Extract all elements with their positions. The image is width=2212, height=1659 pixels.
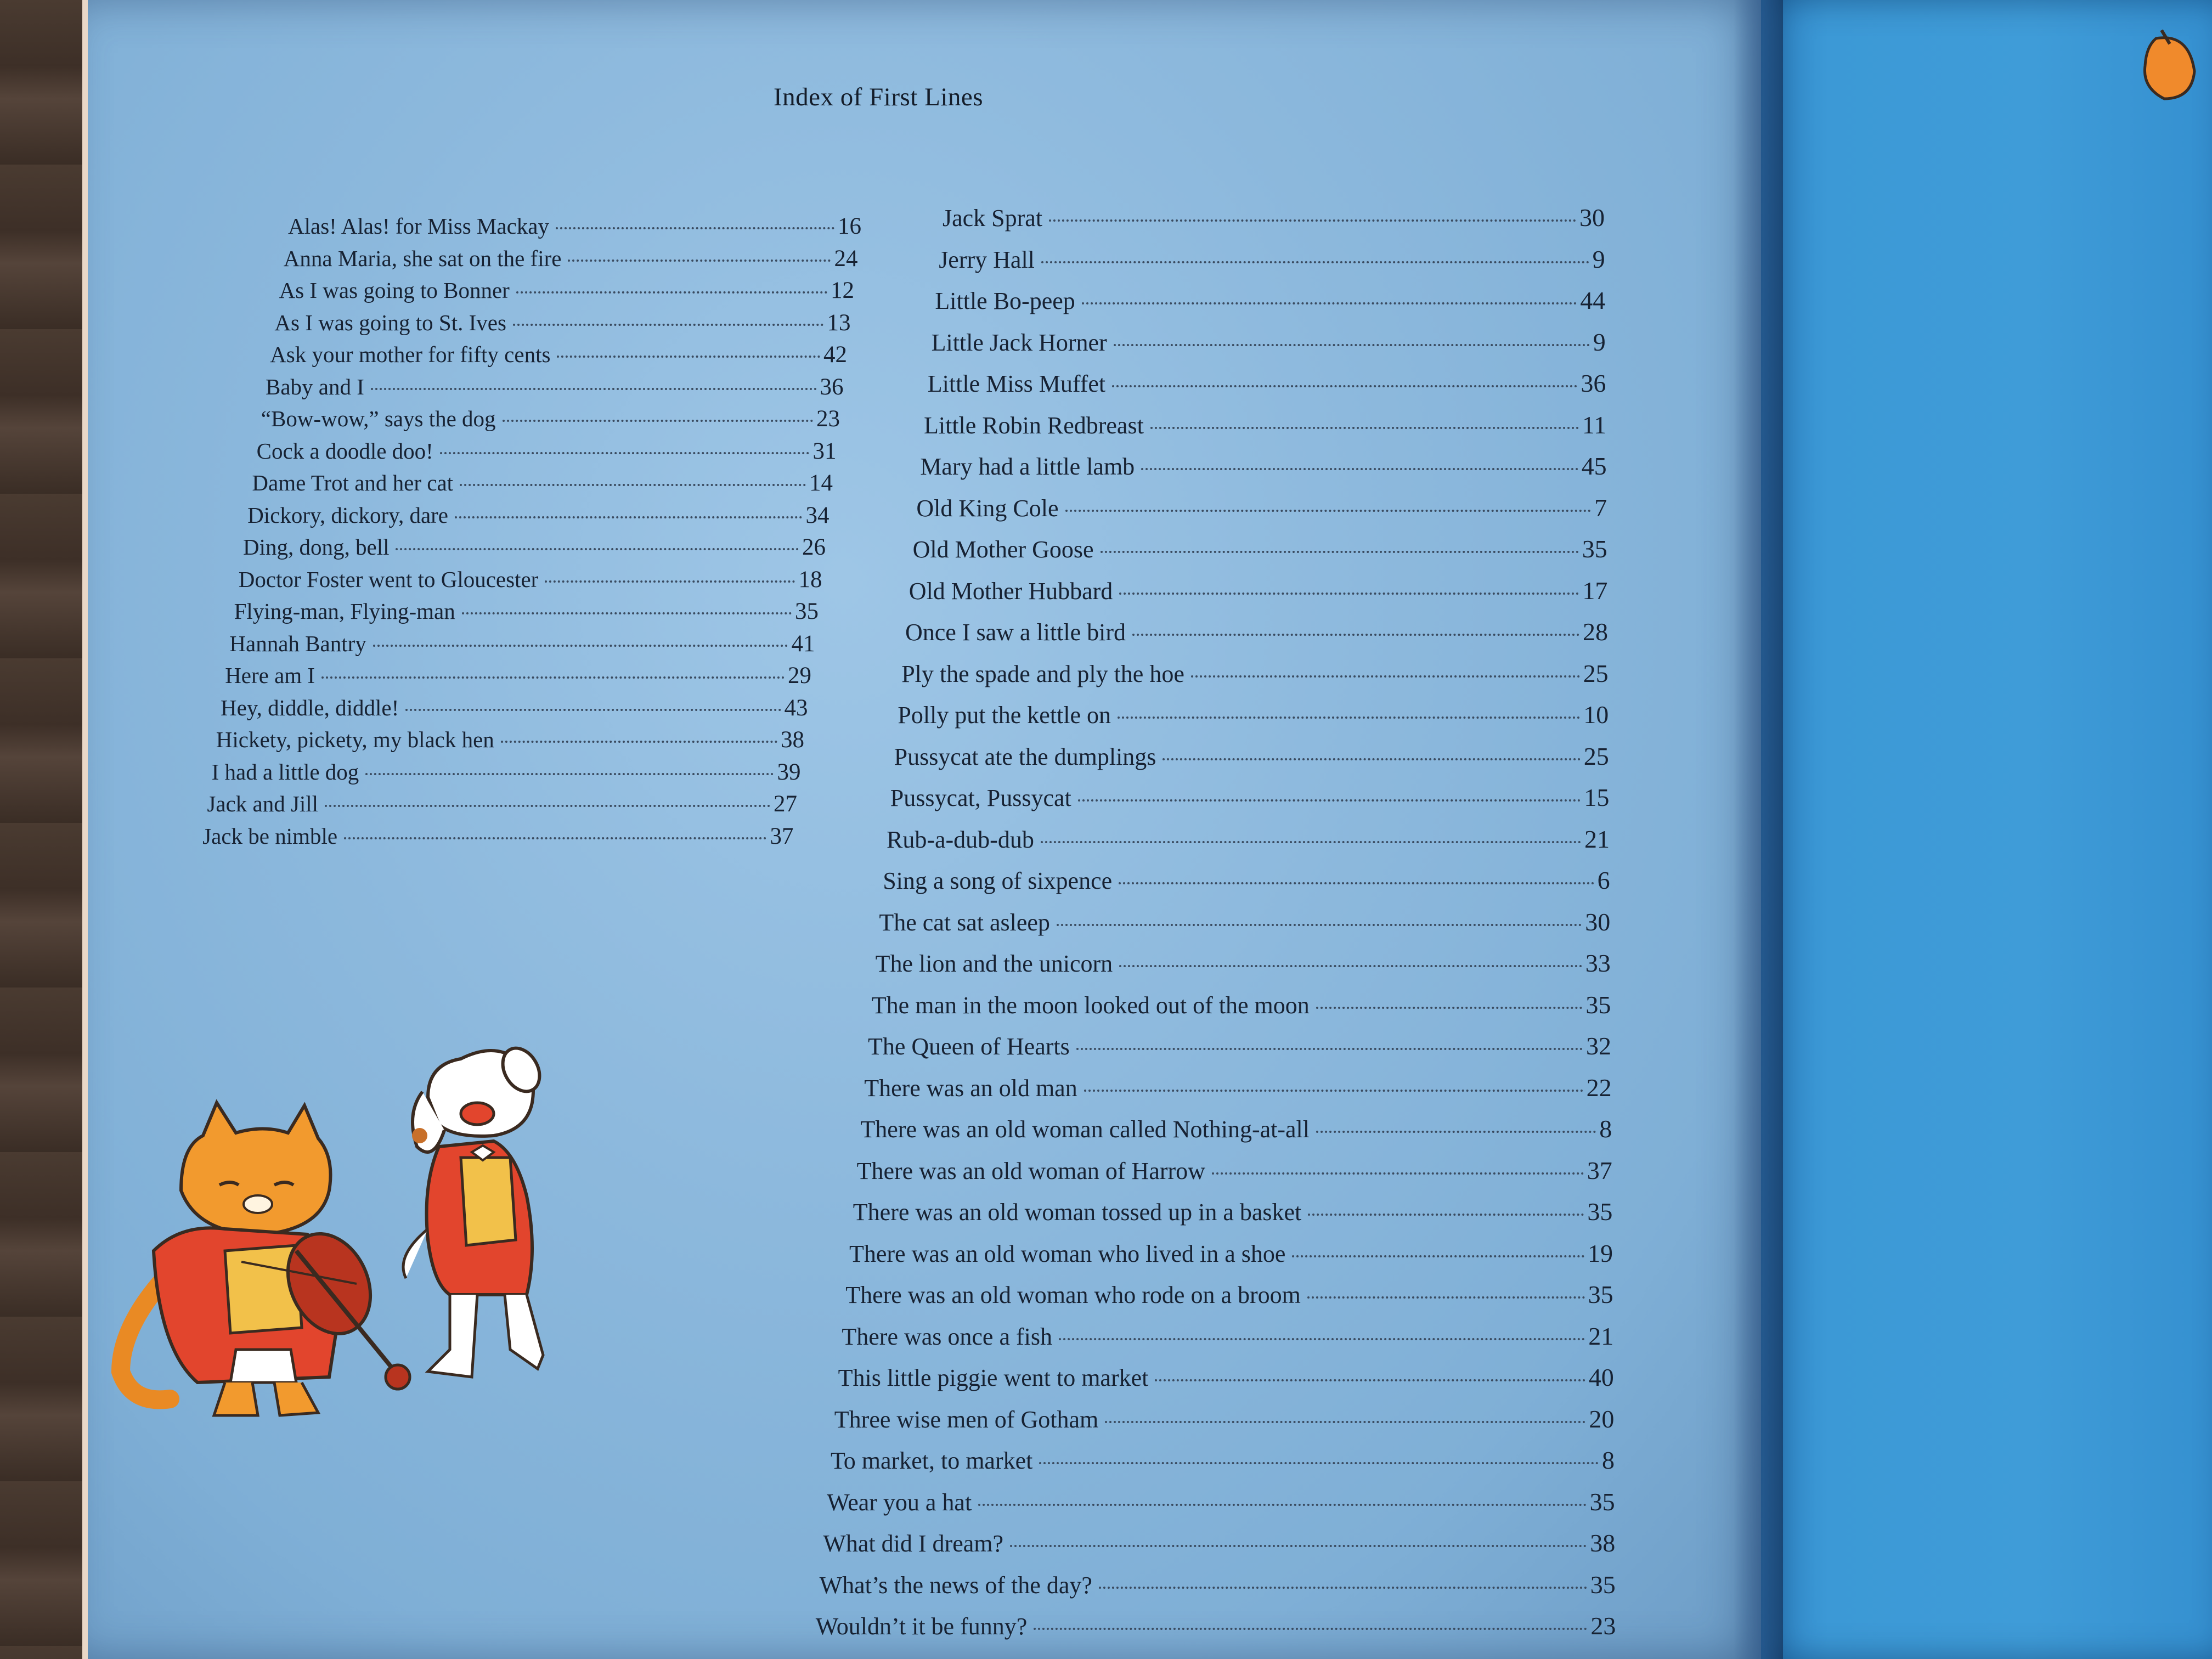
entry-title: Doctor Foster went to Gloucester (238, 566, 539, 592)
index-entry (898, 700, 1609, 729)
entry-page-number: 24 (834, 245, 858, 272)
index-entry (229, 630, 815, 657)
dot-leader (1057, 924, 1582, 926)
dot-leader (1010, 1545, 1587, 1547)
dot-leader (1155, 1379, 1585, 1381)
entry-title: Cock a doodle doo! (256, 438, 433, 464)
entry-title: What’s the news of the day? (819, 1571, 1092, 1599)
entry-title: Little Robin Redbreast (924, 411, 1144, 439)
entry-title: Ask your mother for fifty cents (270, 342, 551, 367)
index-entry (221, 695, 808, 721)
index-entry (845, 1280, 1613, 1309)
entry-title: Jack be nimble (202, 823, 338, 849)
index-entry (876, 949, 1611, 978)
index-entry (909, 576, 1608, 605)
entry-page-number: 35 (1589, 1487, 1615, 1516)
entry-title: Sing a song of sixpence (883, 867, 1113, 894)
index-entry (943, 203, 1605, 232)
entry-title: I had a little dog (211, 759, 359, 785)
index-entry (905, 617, 1608, 646)
entry-page-number: 10 (1583, 701, 1609, 729)
index-entry (212, 759, 801, 786)
dot-leader (344, 837, 766, 839)
entry-page-number: 31 (812, 438, 837, 464)
index-entry (261, 405, 840, 432)
index-entry (920, 452, 1606, 481)
entry-title: To market, to market (831, 1447, 1033, 1474)
dot-leader (462, 612, 792, 614)
cat-and-dog-illustration (99, 1020, 592, 1437)
index-entry (860, 1114, 1612, 1143)
entry-page-number: 28 (1583, 618, 1608, 646)
entry-page-number: 41 (791, 630, 815, 657)
entry-page-number: 25 (1583, 659, 1609, 687)
entry-page-number: 14 (809, 470, 833, 496)
entry-page-number: 8 (1602, 1446, 1615, 1474)
dot-leader (1082, 302, 1577, 304)
dot-leader (440, 452, 810, 454)
index-entry (234, 598, 819, 625)
index-entry (883, 866, 1610, 895)
entry-page-number: 25 (1583, 742, 1609, 770)
dot-leader (396, 548, 799, 550)
index-entry (924, 410, 1606, 439)
dot-leader (365, 773, 774, 775)
entry-page-number: 39 (777, 759, 801, 785)
dot-leader (1308, 1214, 1584, 1216)
index-entry (216, 726, 804, 753)
entry-title: Old Mother Hubbard (909, 577, 1113, 605)
entry-title: Baby and I (266, 374, 364, 399)
entry-title: Pussycat, Pussycat (890, 785, 1071, 811)
entry-title: There was once a fish (842, 1323, 1052, 1350)
dot-leader (1119, 882, 1594, 884)
dot-leader (1114, 344, 1590, 346)
entry-page-number: 17 (1582, 576, 1608, 605)
index-entry (901, 659, 1608, 688)
index-entry (916, 493, 1607, 522)
entry-title: Polly put the kettle on (898, 702, 1111, 729)
dot-leader (556, 227, 834, 229)
entry-title: Hickety, pickety, my black hen (216, 727, 494, 752)
index-entry (890, 783, 1610, 812)
dot-leader (501, 741, 777, 743)
index-entry (849, 1239, 1613, 1268)
dot-leader (1316, 1131, 1596, 1133)
entry-title: Once I saw a little bird (905, 619, 1126, 646)
dot-leader (1141, 468, 1578, 470)
dot-leader (1041, 841, 1581, 843)
dot-leader (1099, 1587, 1587, 1589)
index-entry (887, 825, 1610, 854)
entry-page-number: 35 (1582, 535, 1607, 563)
index-entry (207, 791, 797, 817)
entry-page-number: 6 (1597, 866, 1610, 894)
dot-leader (1078, 799, 1581, 802)
entry-title: Ding, dong, bell (243, 534, 390, 560)
entry-title: There was an old woman who rode on a broom (845, 1282, 1301, 1308)
index-entry (935, 286, 1605, 315)
entry-title: Mary had a little lamb (920, 453, 1135, 480)
dot-leader (1191, 675, 1580, 678)
entry-page-number: 32 (1586, 1032, 1611, 1060)
index-entry (284, 245, 858, 272)
dot-leader (1041, 261, 1589, 263)
entry-page-number: 22 (1586, 1073, 1612, 1102)
dot-leader (503, 420, 813, 422)
index-entry (939, 245, 1605, 274)
entry-page-number: 34 (805, 502, 830, 528)
entry-page-number: 35 (794, 599, 819, 624)
dot-leader (1119, 592, 1579, 595)
dot-leader (978, 1504, 1586, 1506)
entry-title: Jack and Jill (207, 791, 319, 816)
entry-page-number: 13 (827, 309, 851, 336)
entry-title: Three wise men of Gotham (834, 1406, 1099, 1433)
index-entry (838, 1363, 1614, 1392)
entry-title: Little Miss Muffet (927, 370, 1106, 397)
entry-page-number: 37 (1587, 1156, 1612, 1184)
entry-page-number: 35 (1590, 1570, 1616, 1599)
dot-leader (455, 516, 802, 518)
entry-title: Wear you a hat (827, 1488, 972, 1516)
entry-page-number: 42 (823, 342, 847, 368)
entry-page-number: 35 (1587, 1198, 1613, 1226)
dot-leader (1163, 758, 1580, 760)
index-entry (868, 1031, 1611, 1060)
entry-title: The Queen of Hearts (868, 1033, 1070, 1060)
index-entry (274, 309, 850, 336)
dot-leader (568, 259, 831, 262)
entry-title: “Bow-wow,” says the dog (261, 406, 496, 431)
entry-page-number: 33 (1585, 949, 1611, 977)
entry-title: This little piggie went to market (838, 1364, 1149, 1391)
index-entry (872, 990, 1611, 1019)
index-entry (827, 1487, 1615, 1516)
dot-leader (1084, 1090, 1583, 1092)
entry-title: There was an old woman called Nothing-at-all (860, 1116, 1310, 1143)
dot-leader (1101, 551, 1579, 553)
entry-page-number: 9 (1593, 328, 1606, 356)
index-entry (823, 1528, 1615, 1558)
dot-leader (1059, 1338, 1585, 1340)
entry-page-number: 40 (1588, 1363, 1614, 1391)
index-entry (243, 534, 826, 561)
entry-page-number: 27 (773, 791, 797, 817)
dot-leader (1034, 1628, 1587, 1630)
index-entry (279, 277, 854, 304)
index-entry (252, 470, 833, 496)
entry-title: What did I dream? (823, 1530, 1004, 1557)
book-gutter (1734, 0, 1783, 1659)
entry-title: Rub-a-dub-dub (887, 826, 1034, 853)
entry-page-number: 23 (816, 406, 840, 432)
dot-leader (1307, 1296, 1585, 1299)
book-cover-right (1761, 0, 2212, 1659)
index-entry (225, 662, 811, 689)
entry-page-number: 38 (780, 727, 804, 753)
index-entry (894, 742, 1609, 771)
entry-page-number: 44 (1580, 286, 1606, 314)
dot-leader (1212, 1172, 1584, 1175)
dot-leader (1316, 1007, 1583, 1009)
entry-title: There was an old woman of Harrow (856, 1157, 1205, 1184)
dot-leader (371, 388, 817, 390)
index-entry (257, 438, 837, 465)
entry-page-number: 8 (1599, 1115, 1612, 1143)
entry-title: Little Jack Horner (931, 329, 1107, 356)
leaf-icon (2140, 22, 2200, 104)
entry-title: Here am I (225, 663, 315, 688)
entry-page-number: 7 (1594, 493, 1607, 522)
index-entry (842, 1322, 1613, 1351)
dot-leader (1112, 385, 1577, 387)
dog-singer-icon (403, 1042, 547, 1377)
dot-leader (405, 709, 781, 711)
index-entry (928, 369, 1606, 398)
entry-title: Old King Cole (916, 494, 1059, 522)
entry-title: The cat sat asleep (879, 909, 1050, 936)
dot-leader (545, 580, 795, 583)
cat-violinist-icon (121, 1103, 410, 1415)
index-entry (288, 213, 861, 240)
entry-page-number: 12 (830, 278, 854, 303)
dot-leader (1105, 1421, 1585, 1423)
dot-leader (1118, 716, 1580, 719)
index-entry (831, 1446, 1615, 1475)
index-entry (913, 534, 1607, 563)
index-entry (270, 341, 847, 368)
index-entry (853, 1197, 1613, 1226)
entry-title: Jerry Hall (939, 246, 1035, 273)
entry-page-number: 23 (1590, 1612, 1616, 1640)
index-title: Index of First Lines (774, 83, 984, 111)
entry-page-number: 11 (1582, 410, 1606, 439)
entry-title: Flying-man, Flying-man (234, 599, 455, 624)
dot-leader (325, 805, 770, 807)
entry-page-number: 19 (1588, 1239, 1613, 1267)
dot-leader (1150, 427, 1579, 429)
index-entry (266, 374, 844, 400)
entry-page-number: 16 (838, 213, 861, 239)
entry-page-number: 26 (802, 534, 826, 560)
entry-title: Pussycat ate the dumplings (894, 743, 1156, 770)
index-entry (247, 502, 829, 529)
entry-title: Wouldn’t it be funny? (815, 1613, 1028, 1640)
entry-page-number: 38 (1590, 1529, 1616, 1557)
dot-leader (1049, 219, 1576, 222)
entry-page-number: 9 (1592, 245, 1605, 273)
entry-title: Alas! Alas! for Miss Mackay (288, 213, 549, 239)
entry-title: There was an old woman tossed up in a basket (853, 1199, 1302, 1226)
entry-title: Little Bo-peep (935, 287, 1075, 314)
entry-page-number: 36 (820, 374, 844, 400)
entry-page-number: 15 (1584, 783, 1610, 811)
index-entry (932, 328, 1606, 357)
dot-leader (1076, 1048, 1583, 1050)
entry-title: Anna Maria, she sat on the fire (283, 245, 562, 271)
entry-page-number: 29 (787, 663, 811, 689)
dot-leader (1132, 634, 1579, 636)
entry-page-number: 45 (1581, 452, 1607, 480)
dot-leader (513, 324, 824, 326)
dot-leader (321, 676, 785, 679)
entry-page-number: 30 (1585, 907, 1611, 936)
index-entry (820, 1570, 1616, 1599)
entry-title: Ply the spade and ply the hoe (901, 660, 1184, 687)
index-entry (816, 1611, 1616, 1640)
entry-title: There was an old woman who lived in a shoe (849, 1240, 1286, 1267)
entry-title: There was an old man (864, 1074, 1077, 1102)
index-entry (864, 1073, 1611, 1102)
dot-leader (460, 484, 806, 486)
entry-title: Dame Trot and her cat (252, 470, 454, 495)
index-entry (834, 1404, 1615, 1434)
dot-leader (1119, 965, 1582, 967)
entry-title: Dickory, dickory, dare (247, 502, 449, 528)
entry-title: Jack Sprat (943, 205, 1043, 232)
index-entry (202, 823, 793, 850)
dot-leader (1292, 1255, 1584, 1257)
dot-leader (1065, 510, 1592, 512)
entry-page-number: 43 (784, 695, 808, 721)
entry-page-number: 37 (770, 823, 794, 849)
entry-title: The man in the moon looked out of the moon (871, 991, 1310, 1019)
index-entry (879, 907, 1610, 936)
entry-title: Hannah Bantry (229, 630, 366, 656)
dot-leader (373, 645, 788, 647)
entry-page-number: 18 (798, 566, 822, 592)
entry-page-number: 36 (1581, 369, 1606, 397)
entry-title: Old Mother Goose (912, 536, 1094, 563)
entry-page-number: 35 (1585, 990, 1611, 1019)
dot-leader (557, 356, 820, 358)
index-entry (857, 1156, 1612, 1185)
entry-title: Hey, diddle, diddle! (221, 695, 399, 720)
entry-title: The lion and the unicorn (875, 950, 1113, 977)
entry-page-number: 21 (1588, 1322, 1614, 1350)
index-entry (239, 566, 822, 593)
entry-title: As I was going to St. Ives (274, 309, 506, 335)
entry-page-number: 30 (1579, 204, 1605, 232)
entry-page-number: 35 (1588, 1280, 1613, 1308)
entry-page-number: 20 (1589, 1404, 1615, 1433)
dot-leader (1039, 1462, 1599, 1464)
entry-page-number: 21 (1584, 825, 1610, 853)
dot-leader (516, 291, 827, 294)
entry-title: As I was going to Bonner (279, 278, 510, 303)
